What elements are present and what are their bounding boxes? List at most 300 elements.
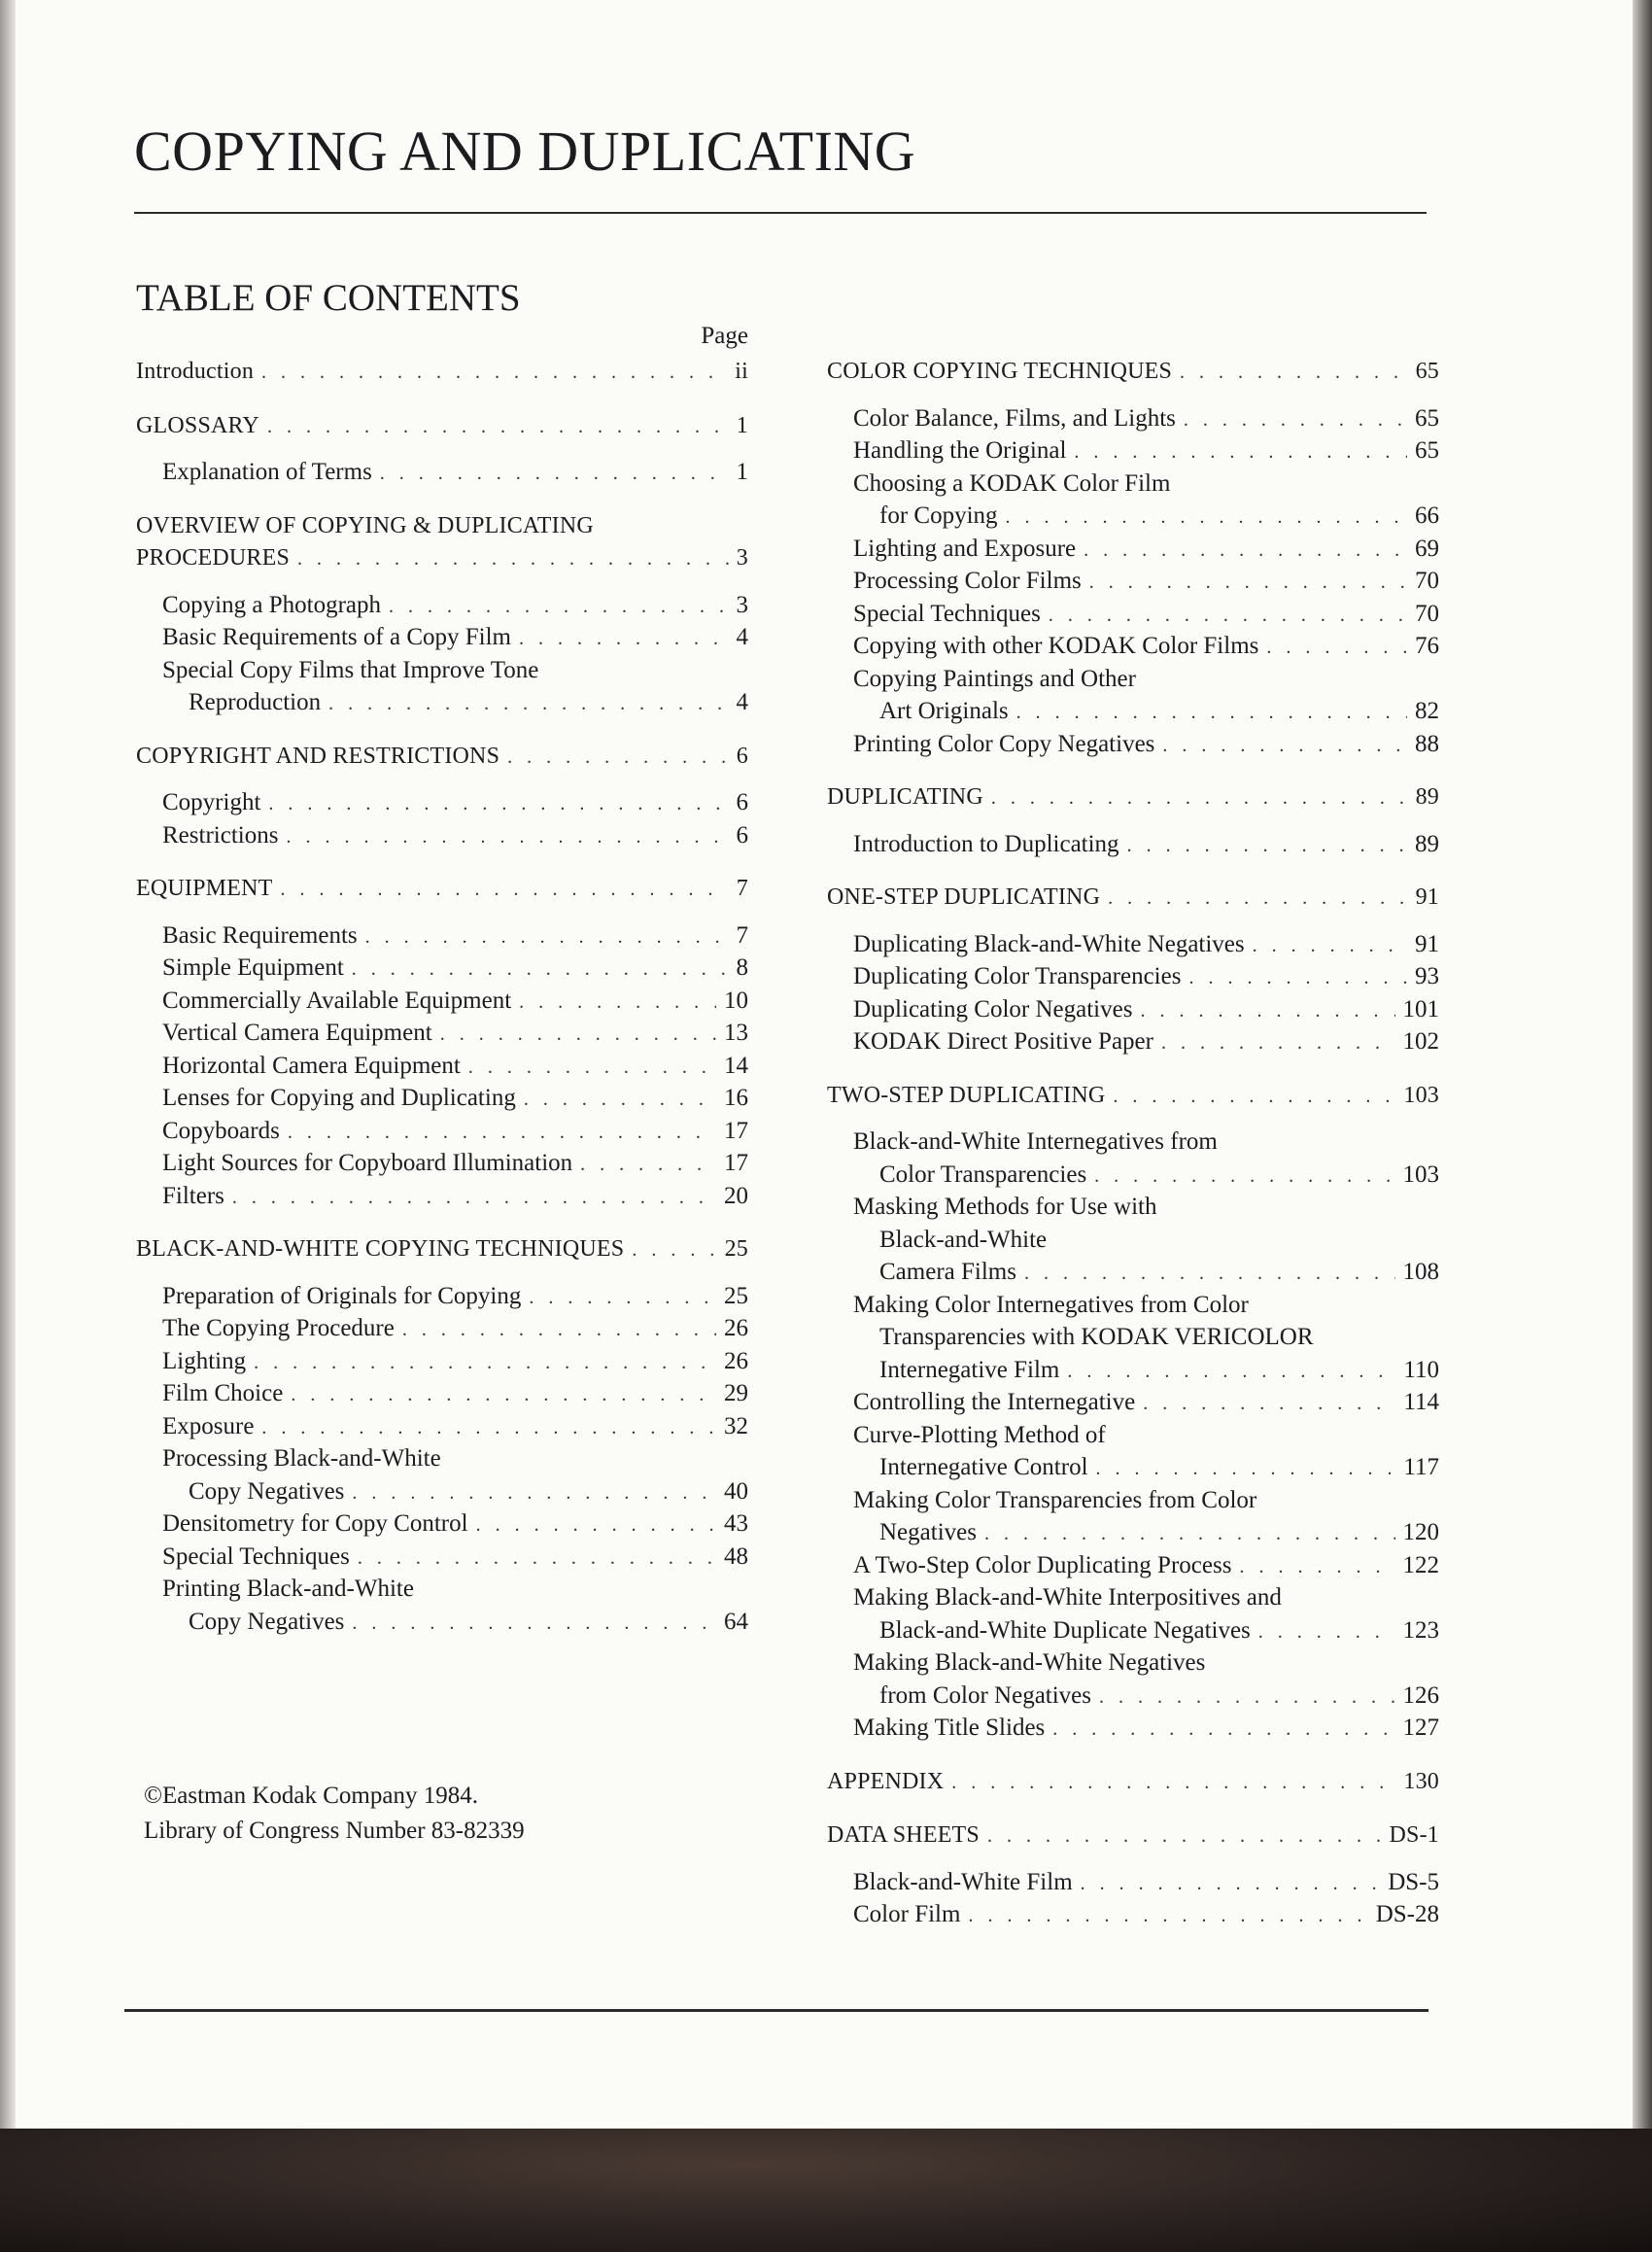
toc-entry (136, 786, 748, 819)
toc-entry-title: BLACK-AND-WHITE COPYING TECHNIQUES (136, 1236, 625, 1262)
library-of-congress-number: Library of Congress Number 83-82339 (144, 1818, 525, 1844)
toc-page-number: DS-1 (1389, 1822, 1439, 1848)
toc-entry-title: Processing Color Films (853, 568, 1082, 594)
toc-section-heading (136, 741, 748, 774)
toc-entry (827, 533, 1439, 566)
toc-entry-title: Internegative Control (879, 1454, 1088, 1480)
dot-leader (402, 1314, 716, 1347)
scan-right-edge (1633, 0, 1652, 2129)
toc-entry-title: for Copying (879, 502, 998, 529)
toc-entry-title: Restrictions (162, 821, 279, 849)
toc-page-number: 3 (736, 591, 748, 618)
toc-page-number: 103 (1403, 1082, 1439, 1108)
toc-entry-title: Masking Methods for Use with (853, 1194, 1157, 1220)
toc-entry (827, 1614, 1439, 1647)
toc-section-heading (827, 882, 1439, 915)
toc-entry (136, 985, 748, 1018)
toc-entry (136, 1180, 748, 1213)
toc-entry (827, 565, 1439, 598)
toc-entry-title: Copying with other KODAK Color Films (853, 633, 1259, 659)
toc-entry (136, 1280, 748, 1313)
dot-leader (1016, 697, 1407, 730)
toc-page-number: DS-5 (1388, 1868, 1439, 1895)
dot-leader (389, 591, 729, 624)
toc-page-number: DS-28 (1375, 1901, 1439, 1927)
toc-entry-title: Special Techniques (853, 600, 1041, 627)
toc-page-number: 7 (736, 921, 748, 949)
toc-entry (827, 1386, 1439, 1419)
toc-page-number: 123 (1402, 1616, 1439, 1644)
toc-page-number: 6 (736, 821, 748, 849)
toc-section (827, 1819, 1439, 1931)
toc-entry (827, 1159, 1439, 1192)
toc-page-number: 7 (736, 876, 748, 901)
dot-leader (951, 1767, 1395, 1800)
toc-page-number: 6 (736, 789, 748, 815)
toc-entry-title: Black-and-White Duplicate Negatives (879, 1616, 1251, 1644)
toc-entry (827, 1680, 1439, 1713)
dot-leader (984, 1518, 1395, 1551)
toc-entry-title: Making Title Slides (853, 1715, 1046, 1741)
dot-leader (1140, 995, 1394, 1028)
toc-entry-title: PROCEDURES (136, 545, 291, 571)
toc-entry (136, 1507, 748, 1541)
toc-page-number: 110 (1403, 1356, 1439, 1383)
toc-entry (827, 663, 1439, 696)
toc-page-number: 120 (1402, 1519, 1439, 1545)
toc-entry-title: Camera Films (879, 1259, 1016, 1285)
toc-entry (136, 919, 748, 953)
dot-leader (286, 821, 728, 854)
toc-entry (827, 1484, 1439, 1517)
dot-leader (1108, 883, 1407, 916)
toc-page-number: 32 (724, 1412, 748, 1439)
bottom-divider (124, 2009, 1428, 2012)
toc-page-number: 70 (1415, 600, 1439, 627)
dot-leader (365, 921, 729, 954)
toc-entry (827, 1256, 1439, 1289)
toc-entry (827, 598, 1439, 631)
toc-page-number: 89 (1415, 784, 1439, 810)
dot-leader (261, 1412, 716, 1445)
toc-entry-title: Color Balance, Films, and Lights (853, 404, 1176, 432)
toc-entry-title: DUPLICATING (827, 784, 983, 810)
toc-entry-title: Film Choice (162, 1380, 284, 1406)
dot-leader (1096, 1453, 1396, 1486)
toc-entry (827, 1419, 1439, 1452)
toc-entry-title: Copy Negatives (189, 1477, 345, 1505)
scan-left-edge (0, 0, 16, 2129)
toc-page-number: 91 (1415, 930, 1439, 957)
page-column-label: Page (701, 323, 748, 349)
toc-page-number: 103 (1402, 1161, 1439, 1188)
toc-entry-title: Densitometry for Copy Control (162, 1510, 468, 1537)
dot-leader (440, 1019, 716, 1052)
toc-page-number: 25 (724, 1236, 748, 1262)
toc-entry (136, 1541, 748, 1574)
toc-entry-title: Exposure (162, 1412, 255, 1439)
toc-entry (827, 1549, 1439, 1582)
toc-entry (136, 589, 748, 622)
toc-entry (136, 1606, 748, 1639)
toc-section-heading (827, 1080, 1439, 1113)
toc-entry (136, 456, 748, 489)
toc-section (136, 410, 748, 489)
toc-entry (827, 1866, 1439, 1899)
toc-entry-title: Controlling the Internegative (853, 1389, 1136, 1415)
dot-leader (1143, 1388, 1395, 1421)
toc-page-number: 1 (736, 412, 748, 438)
dot-leader (280, 874, 728, 907)
document-title: COPYING AND DUPLICATING (134, 120, 916, 183)
dot-leader (1161, 1027, 1395, 1060)
toc-entry (827, 1354, 1439, 1387)
dot-leader (291, 1379, 716, 1412)
toc-page-number: 122 (1402, 1551, 1439, 1578)
dot-leader (254, 1347, 716, 1380)
dot-leader (1162, 730, 1407, 763)
toc-entry-title: Black-and-White (879, 1226, 1048, 1253)
toc-entry (827, 695, 1439, 728)
dot-leader (1081, 1868, 1381, 1901)
dot-leader (1089, 567, 1407, 600)
toc-section (827, 1766, 1439, 1799)
toc-entry (136, 952, 748, 985)
toc-entry (827, 1712, 1439, 1745)
toc-page-number: 127 (1402, 1715, 1439, 1741)
toc-entry (136, 621, 748, 654)
dot-leader (232, 1182, 716, 1215)
dot-leader (632, 1234, 716, 1267)
toc-page-number: 20 (724, 1182, 748, 1209)
toc-entry-title: Printing Color Copy Negatives (853, 730, 1155, 757)
toc-entry (827, 1451, 1439, 1484)
toc-entry-title: APPENDIX (827, 1768, 945, 1794)
toc-entry-title: The Copying Procedure (162, 1315, 395, 1341)
dot-leader (991, 782, 1408, 815)
toc-page-number: 43 (724, 1510, 748, 1537)
dot-leader (468, 1052, 716, 1085)
toc-entry-title: Curve-Plotting Method of (853, 1421, 1106, 1448)
toc-section-heading (136, 410, 748, 443)
toc-entry-title: EQUIPMENT (136, 876, 273, 901)
scan-background (0, 2129, 1652, 2252)
dot-leader (1067, 1356, 1395, 1389)
dot-leader (297, 543, 729, 576)
toc-entry (136, 1147, 748, 1180)
toc-page-number: 88 (1415, 730, 1439, 757)
toc-section (136, 1233, 748, 1638)
toc-entry-title: Black-and-White Internegatives from (853, 1128, 1218, 1155)
toc-right-column (827, 356, 1439, 1953)
toc-entry (136, 686, 748, 719)
toc-entry (827, 960, 1439, 993)
toc-entry (136, 1475, 748, 1508)
toc-page-number: 10 (724, 987, 748, 1014)
toc-entry (136, 1573, 748, 1606)
toc-page-number: 117 (1403, 1454, 1439, 1480)
toc-entry-title: Reproduction (189, 689, 322, 715)
toc-entry-title: Color Transparencies (879, 1161, 1087, 1188)
dot-leader (352, 1608, 716, 1641)
toc-entry-title: Basic Requirements (162, 921, 358, 949)
toc-entry-title: from Color Negatives (879, 1681, 1092, 1709)
dot-leader (1188, 962, 1407, 995)
title-divider (134, 212, 1427, 214)
dot-leader (1094, 1161, 1394, 1194)
toc-section (827, 356, 1439, 760)
toc-entry-title: Commercially Available Equipment (162, 987, 512, 1014)
dot-leader (519, 623, 729, 656)
toc-entry-title: Handling the Original (853, 437, 1067, 464)
toc-entry-title: Lighting and Exposure (853, 535, 1077, 562)
toc-section-heading (827, 356, 1439, 389)
toc-section-heading (136, 1233, 748, 1266)
toc-entry (827, 1191, 1439, 1224)
toc-section (827, 882, 1439, 1058)
toc-entry-title: Copyboards (162, 1117, 280, 1144)
toc-entry-title: A Two-Step Color Duplicating Process (853, 1551, 1232, 1578)
toc-entry-title: Duplicating Black-and-White Negatives (853, 930, 1245, 957)
toc-section (136, 873, 748, 1212)
toc-page-number: 114 (1403, 1389, 1439, 1415)
toc-entry-title: Copyright (162, 789, 261, 815)
toc-page-number: 126 (1402, 1681, 1439, 1709)
toc-entry-title: Making Color Internegatives from Color (853, 1291, 1249, 1318)
toc-entry-title: Copy Negatives (189, 1608, 345, 1635)
dot-leader (580, 1149, 716, 1182)
toc-page-number: 130 (1403, 1768, 1439, 1794)
toc-entry-title: Making Black-and-White Interpositives and (853, 1584, 1282, 1611)
dot-leader (507, 742, 729, 775)
dot-leader (1049, 600, 1407, 633)
toc-entry-title: Negatives (879, 1519, 977, 1545)
toc-entry-title: Vertical Camera Equipment (162, 1020, 432, 1046)
toc-entry-title: Filters (162, 1182, 224, 1209)
dot-leader (328, 688, 728, 721)
toc-section-heading (136, 873, 748, 906)
toc-entry-title: Black-and-White Film (853, 1868, 1073, 1895)
toc-page-number: 40 (724, 1477, 748, 1505)
toc-page-number: 48 (724, 1542, 748, 1570)
toc-section-heading (827, 1819, 1439, 1853)
toc-entry-title: Transparencies with KODAK VERICOLOR (879, 1324, 1314, 1350)
toc-entry (136, 1410, 748, 1443)
toc-entry-title: Making Black-and-White Negatives (853, 1649, 1206, 1676)
toc-section-heading (136, 510, 748, 543)
toc-page-number: ii (735, 359, 748, 384)
toc-entry-title: Horizontal Camera Equipment (162, 1052, 461, 1079)
toc-entry-title: Art Originals (879, 698, 1009, 724)
dot-leader (968, 1900, 1367, 1933)
dot-leader (352, 953, 729, 987)
toc-heading: TABLE OF CONTENTS (136, 277, 521, 319)
toc-entry-title: OVERVIEW OF COPYING & DUPLICATING (136, 512, 594, 538)
toc-page-number: 1 (736, 459, 748, 485)
toc-entry-title: Copying a Photograph (162, 591, 381, 618)
toc-page-number: 66 (1415, 502, 1439, 529)
toc-entry (827, 1646, 1439, 1680)
toc-page-number: 25 (724, 1282, 748, 1309)
toc-page-number: 14 (724, 1052, 748, 1079)
toc-entry-title: Introduction (136, 359, 255, 384)
toc-entry (136, 1377, 748, 1410)
copyright-notice (144, 1779, 525, 1849)
toc-page-number: 69 (1415, 535, 1439, 562)
toc-entry (136, 1115, 748, 1148)
dot-leader (261, 357, 727, 390)
dot-leader (1099, 1681, 1394, 1715)
toc-page-number: 3 (736, 545, 748, 571)
dot-leader (1074, 436, 1407, 469)
toc-entry-title: Basic Requirements of a Copy Film (162, 624, 511, 650)
toc-entry (136, 819, 748, 852)
toc-entry (136, 654, 748, 687)
toc-section (136, 741, 748, 852)
dot-leader (288, 1117, 716, 1150)
dot-leader (1024, 1258, 1395, 1291)
dot-leader (358, 1542, 716, 1576)
toc-page-number: 17 (724, 1150, 748, 1176)
toc-entry (136, 1050, 748, 1083)
toc-entry-title: COPYRIGHT AND RESTRICTIONS (136, 743, 500, 769)
toc-page-number: 76 (1415, 633, 1439, 659)
toc-entry-title: Color Film (853, 1901, 961, 1927)
toc-section (136, 510, 748, 719)
dot-leader (352, 1477, 716, 1510)
dot-leader (529, 1282, 716, 1315)
toc-page-number: 16 (724, 1085, 748, 1111)
toc-section (827, 781, 1439, 860)
toc-page-number: 101 (1402, 995, 1439, 1022)
toc-page-number: 4 (736, 689, 748, 715)
toc-entry (827, 1224, 1439, 1257)
toc-page-number: 89 (1415, 830, 1439, 857)
toc-entry (827, 1025, 1439, 1058)
toc-page-number: 70 (1415, 568, 1439, 594)
toc-entry-title: Printing Black-and-White (162, 1576, 414, 1602)
toc-page-number: 65 (1415, 437, 1439, 464)
toc-page-number: 108 (1402, 1259, 1439, 1285)
dot-leader (1184, 404, 1407, 437)
toc-page-number: 93 (1415, 963, 1439, 989)
toc-entry (136, 1312, 748, 1345)
toc-entry-title: GLOSSARY (136, 412, 259, 438)
copyright-text: ©Eastman Kodak Company 1984. (144, 1783, 478, 1809)
toc-page-number: 91 (1415, 884, 1439, 910)
toc-section (136, 356, 748, 389)
toc-entry (827, 1126, 1439, 1159)
dot-leader (1258, 1616, 1395, 1649)
toc-entry-title: KODAK Direct Positive Paper (853, 1028, 1153, 1055)
toc-entry (827, 828, 1439, 861)
toc-entry (827, 500, 1439, 533)
toc-entry-title: Lenses for Copying and Duplicating (162, 1085, 516, 1111)
toc-page-number: 82 (1415, 698, 1439, 724)
dot-leader (1052, 1714, 1394, 1747)
dot-leader (524, 1084, 716, 1117)
toc-page-number: 65 (1415, 359, 1439, 384)
toc-page-number: 26 (724, 1315, 748, 1341)
toc-section-heading (827, 781, 1439, 814)
toc-entry-title: Special Copy Films that Improve Tone (162, 656, 539, 683)
toc-entry-title: Explanation of Terms (162, 459, 372, 485)
toc-entry-title: Processing Black-and-White (162, 1445, 441, 1472)
dot-leader (1253, 930, 1407, 963)
toc-entry (136, 1082, 748, 1115)
toc-entry-title: DATA SHEETS (827, 1822, 980, 1848)
toc-page-number: 4 (736, 624, 748, 650)
toc-section (827, 1080, 1439, 1745)
dot-leader (380, 458, 729, 491)
dot-leader (476, 1509, 716, 1542)
dot-leader (1127, 830, 1407, 863)
toc-entry-title: Special Techniques (162, 1542, 350, 1570)
toc-page-number: 64 (724, 1608, 748, 1635)
toc-entry-title: Simple Equipment (162, 954, 344, 981)
toc-entry (136, 1017, 748, 1050)
toc-entry (827, 434, 1439, 468)
toc-section-heading (827, 1766, 1439, 1799)
dot-leader (1006, 502, 1407, 535)
toc-entry (827, 1898, 1439, 1931)
toc-entry-title: Lighting (162, 1347, 247, 1374)
toc-entry-title: Introduction to Duplicating (853, 830, 1119, 857)
dot-leader (1113, 1081, 1395, 1114)
toc-entry-title: TWO-STEP DUPLICATING (827, 1082, 1106, 1108)
toc-entry (827, 728, 1439, 761)
toc-entry (827, 468, 1439, 501)
toc-entry-title: Making Color Transparencies from Color (853, 1486, 1257, 1513)
toc-entry (827, 1516, 1439, 1549)
toc-page-number: 6 (736, 743, 748, 769)
toc-page-number: 8 (736, 954, 748, 981)
toc-page-number: 65 (1415, 404, 1439, 432)
toc-entry (827, 630, 1439, 663)
dot-leader (519, 987, 716, 1020)
toc-entry-title: Light Sources for Copyboard Illumination (162, 1150, 573, 1176)
dot-leader (268, 788, 728, 821)
toc-entry-title: Duplicating Color Negatives (853, 995, 1133, 1022)
dot-leader (267, 411, 729, 444)
toc-entry-title: ONE-STEP DUPLICATING (827, 884, 1101, 910)
dot-leader (1180, 357, 1408, 390)
toc-page-number: 17 (724, 1117, 748, 1144)
toc-entry (827, 1289, 1439, 1322)
toc-page-number: 26 (724, 1347, 748, 1374)
toc-entry-title: Internegative Film (879, 1356, 1060, 1383)
toc-section-heading (136, 356, 748, 389)
toc-page-number: 13 (724, 1020, 748, 1046)
dot-leader (1266, 632, 1407, 665)
toc-entry-title: Duplicating Color Transparencies (853, 963, 1182, 989)
toc-entry-title: Preparation of Originals for Copying (162, 1282, 522, 1309)
toc-entry (136, 1442, 748, 1475)
toc-entry-title: COLOR COPYING TECHNIQUES (827, 359, 1173, 384)
dot-leader (1084, 535, 1407, 568)
toc-page-number: 29 (724, 1380, 748, 1406)
dot-leader (1239, 1551, 1394, 1584)
toc-entry-title: Copying Paintings and Other (853, 665, 1136, 692)
toc-entry (827, 993, 1439, 1026)
toc-entry (827, 402, 1439, 435)
toc-entry (827, 928, 1439, 961)
toc-entry (827, 1321, 1439, 1354)
toc-left-column (136, 356, 748, 1659)
toc-entry-title: Choosing a KODAK Color Film (853, 469, 1171, 497)
toc-section-heading (136, 542, 748, 575)
toc-entry (136, 1345, 748, 1378)
